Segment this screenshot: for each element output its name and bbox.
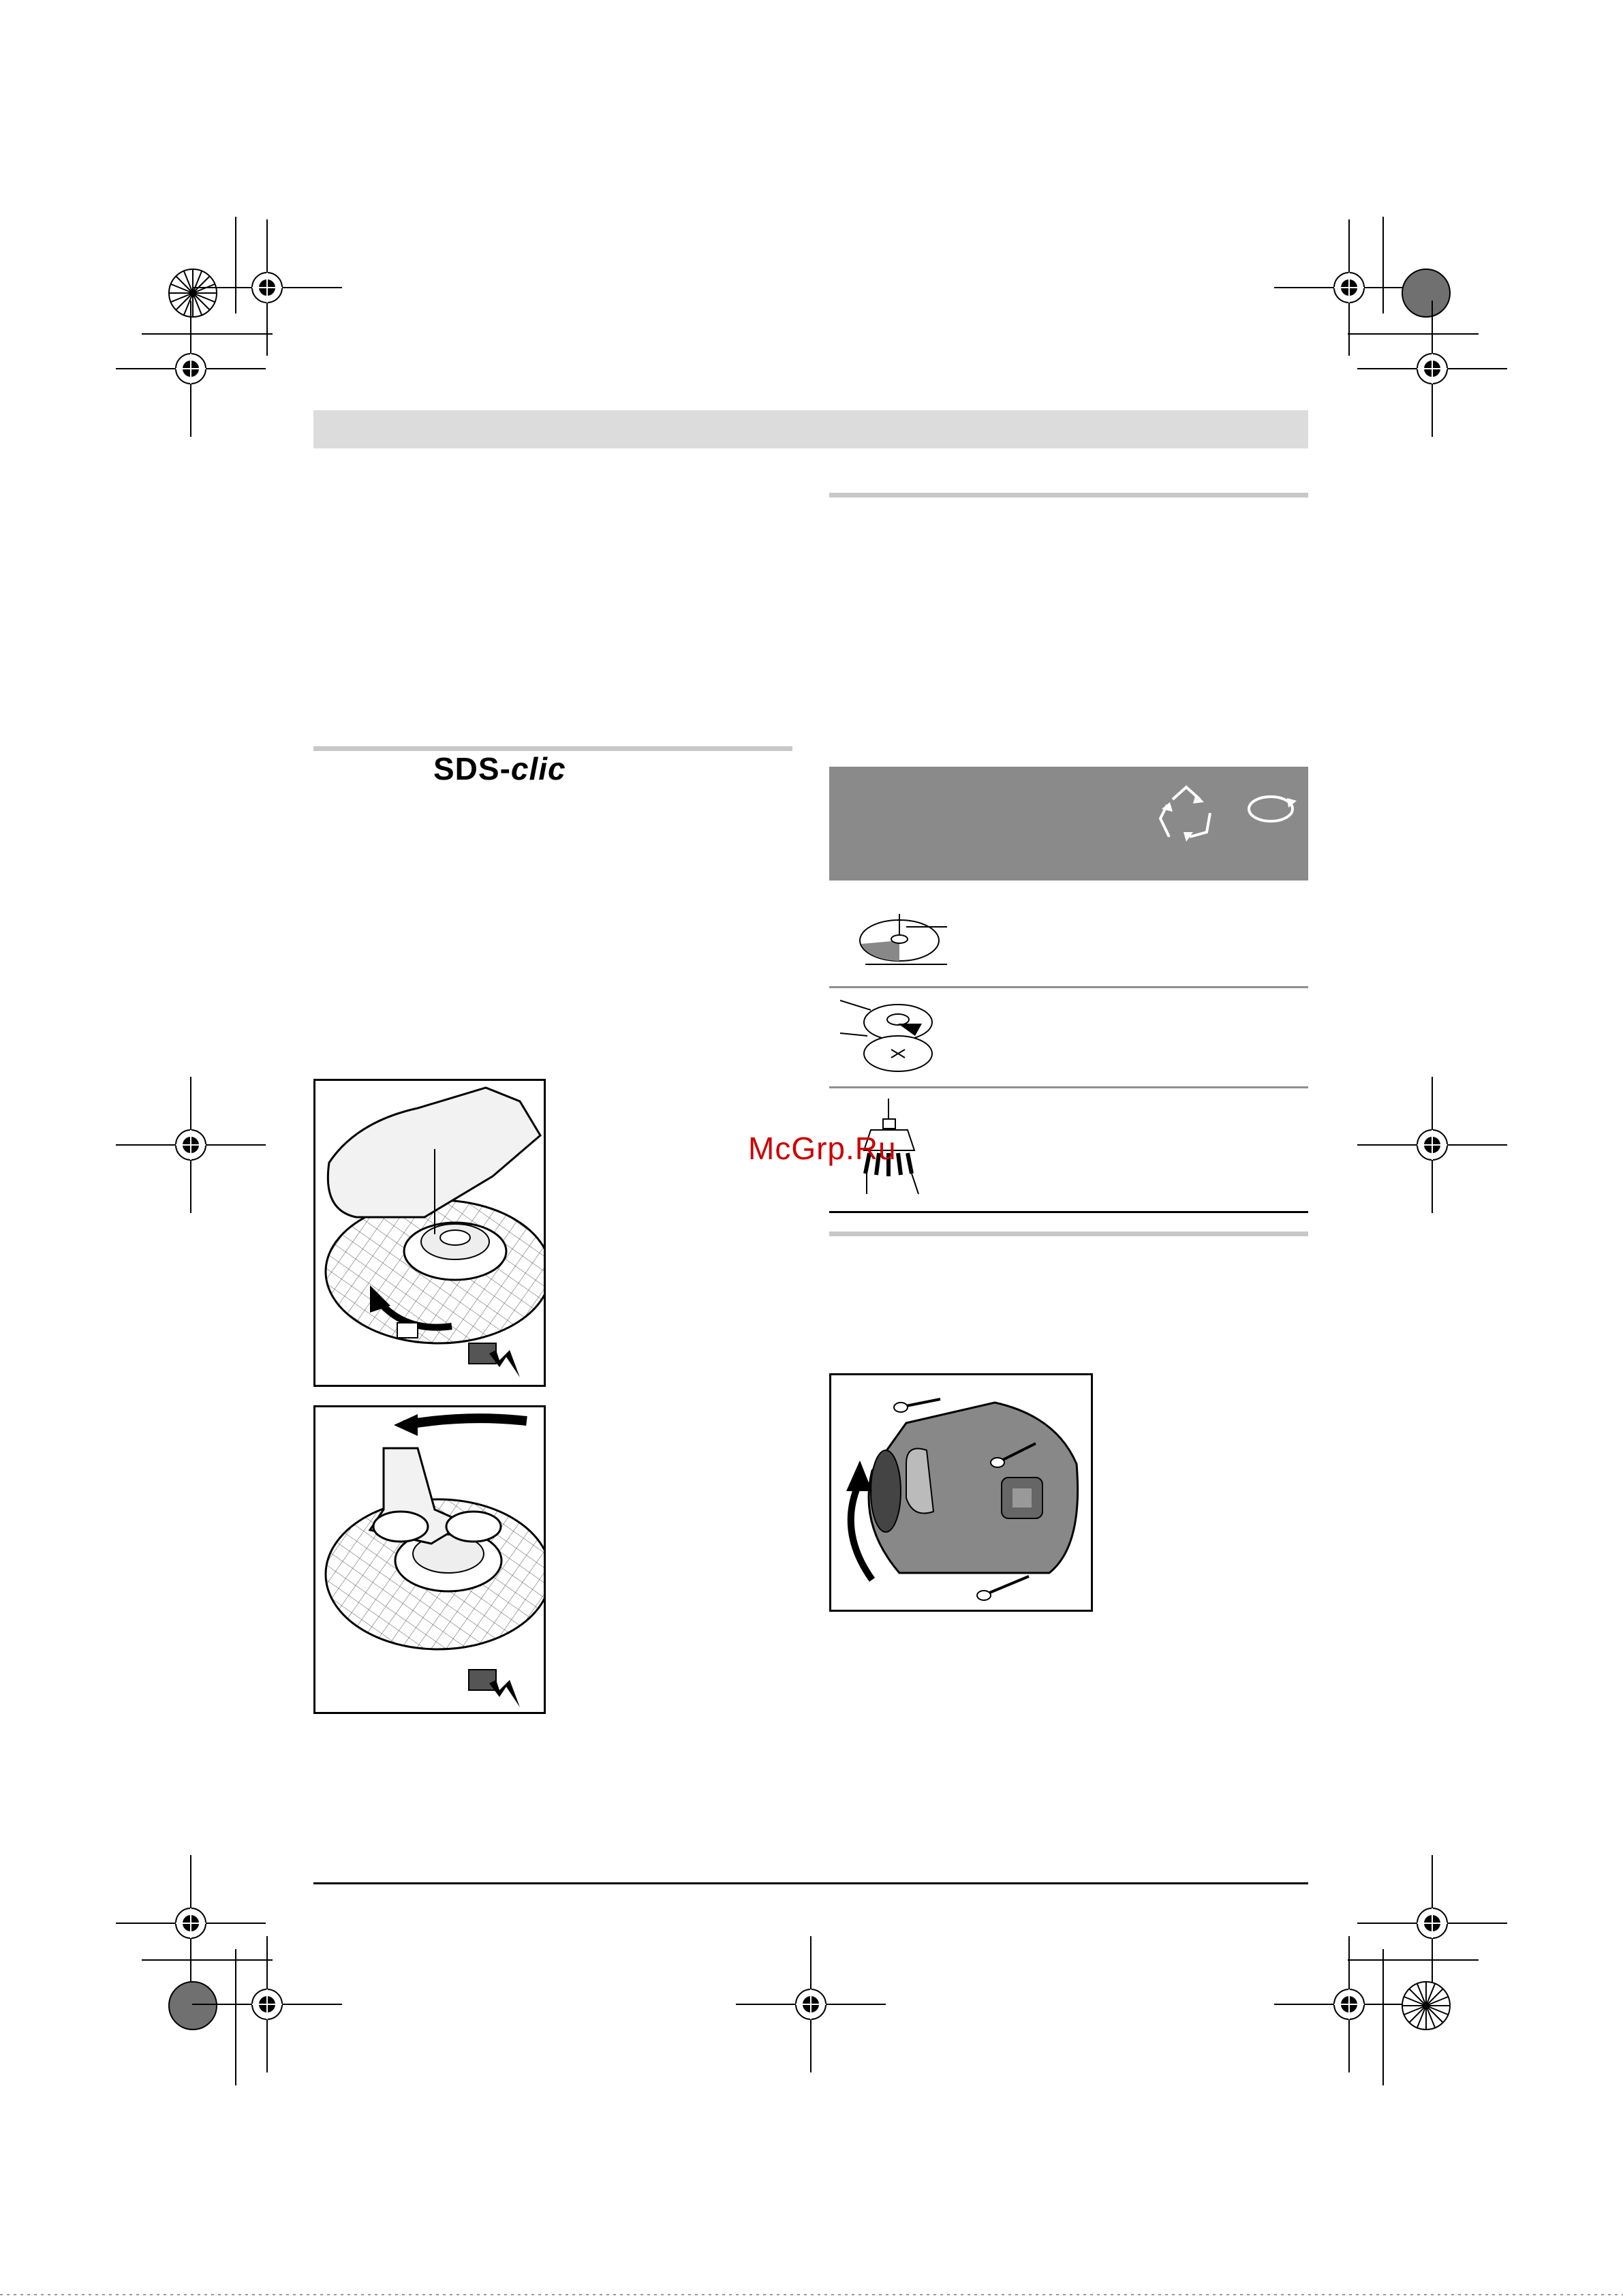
figure-disc-lock-hand xyxy=(313,1079,546,1387)
disc-lock-illustration xyxy=(315,1081,544,1385)
sds-clic-logo xyxy=(433,750,566,787)
sds-logo-prefix: SDS- xyxy=(433,751,511,786)
flap-disc-icon xyxy=(840,996,942,1078)
spanner-illustration xyxy=(315,1407,544,1712)
table-row-divider xyxy=(829,986,1308,988)
table-row-divider xyxy=(829,1086,1308,1088)
packaging-loop-icon xyxy=(1243,789,1298,829)
sds-logo-suffix: clic xyxy=(510,751,566,786)
table-bottom-rule xyxy=(829,1211,1308,1213)
watermark: McGrp.Ru xyxy=(748,1131,897,1166)
grinding-disc-icon xyxy=(852,910,954,971)
gear-head-illustration xyxy=(831,1375,1091,1610)
header-band xyxy=(313,410,1308,448)
section-rule xyxy=(829,1231,1308,1236)
section-rule xyxy=(829,493,1308,498)
print-color-strip xyxy=(0,2289,1623,2296)
figure-disc-spanner xyxy=(313,1405,546,1714)
footer-rule xyxy=(313,1882,1308,1884)
figure-gear-head-rotate xyxy=(829,1373,1093,1612)
recycle-icon xyxy=(1152,779,1227,847)
disposal-table-header xyxy=(829,767,1308,881)
